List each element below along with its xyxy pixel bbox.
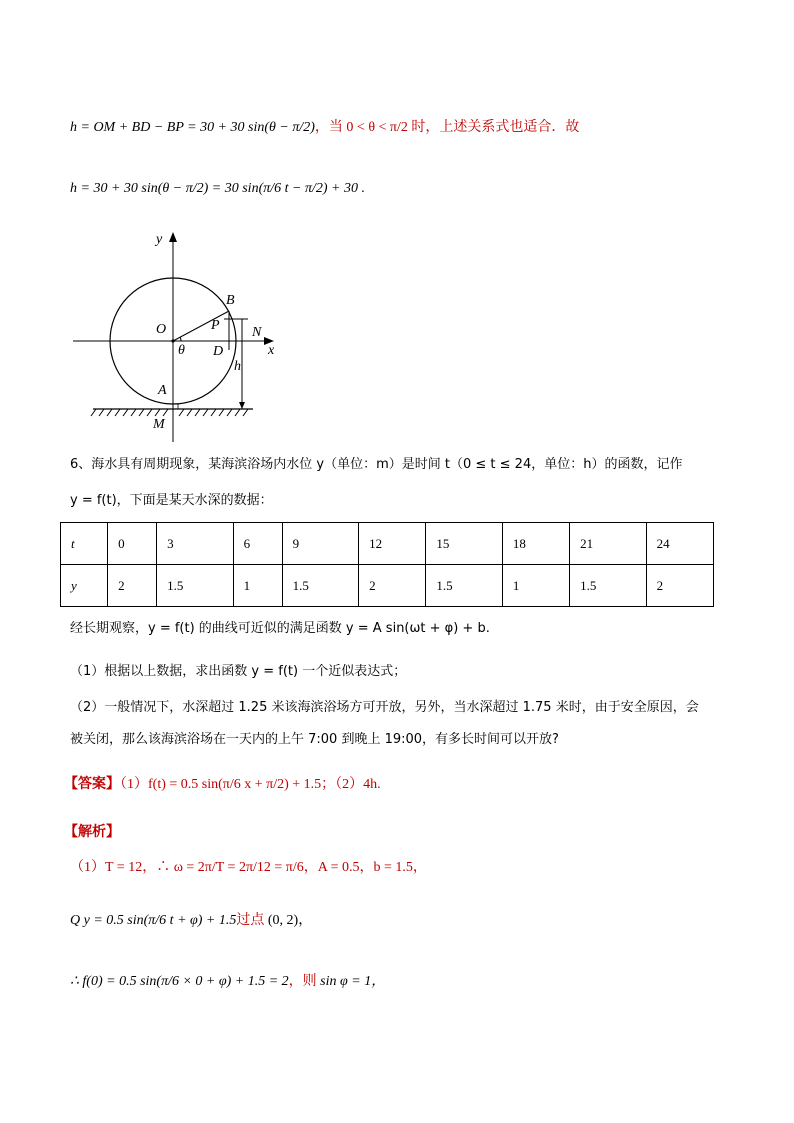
table-cell: 15 — [426, 523, 502, 565]
answer-line — [64, 774, 381, 795]
table-cell: 6 — [233, 523, 282, 565]
analysis-label-text: 【解析】 — [64, 824, 120, 840]
solution-3-end: sin φ = 1， — [316, 974, 386, 989]
label-D: D — [213, 344, 224, 359]
table-row — [61, 565, 714, 607]
table-cell: 1.5 — [157, 565, 233, 607]
table-cell: 9 — [282, 523, 358, 565]
label-B: B — [226, 293, 235, 308]
derivation-line-2 — [70, 179, 365, 199]
derivation-formula-1: h = OM + BD − BP = 30 + 30 sin(θ − π/2) — [70, 120, 315, 135]
observation: 经长期观察，y = f(t) 的曲线可近似的满足函数 y = A sin(ωt + φ) + b. — [70, 621, 490, 636]
problem6-intro-2: y = f(t)，下面是某天水深的数据： — [70, 493, 273, 508]
ferris-wheel-diagram — [68, 228, 308, 443]
solution-line-3 — [70, 972, 385, 992]
solution-3-red: ，则 — [288, 974, 317, 989]
table-cell: y — [61, 565, 108, 607]
table-row — [61, 523, 714, 565]
analysis-label — [64, 822, 120, 843]
water-depth-table — [60, 522, 714, 607]
solution-2-point: (0, 2)， — [264, 913, 313, 928]
solution-2-red: 过点 — [236, 913, 265, 928]
table-cell: 1.5 — [282, 565, 358, 607]
solution-line-2 — [70, 911, 312, 931]
question-1: （1）根据以上数据，求出函数 y = f(t) 一个近似表达式； — [70, 664, 407, 679]
table-cell: 1.5 — [570, 565, 646, 607]
problem6-intro-1: 6、海水具有周期现象，某海滨浴场内水位 y（单位：m）是时间 t（0 ≤ t ≤ 24，单位：h）的函数，记作 — [70, 457, 683, 472]
table-cell: 1 — [502, 565, 569, 607]
question-2-line-2: 被关闭，那么该海滨浴场在一天内的上午 7:00 到晚上 19:00，有多长时间可以开放? — [70, 732, 559, 747]
label-h: h — [234, 359, 241, 374]
solution-line-1: （1）T = 12，∴ ω = 2π/T = 2π/12 = π/6，A = 0.5，b = 1.5， — [70, 860, 427, 875]
solution-3-formula: ∴ f(0) = 0.5 sin(π/6 × 0 + φ) + 1.5 = 2 — [70, 974, 289, 989]
label-P: P — [211, 318, 220, 333]
solution-2-formula: Q y = 0.5 sin(π/6 t + φ) + 1.5 — [70, 913, 237, 928]
derivation-condition: ，当 0 < θ < π/2 时，上述关系式也适合．故 — [314, 120, 580, 135]
table-cell: 24 — [646, 523, 713, 565]
label-O: O — [156, 322, 167, 337]
table-cell: t — [61, 523, 108, 565]
label-x: x — [268, 343, 275, 358]
table-cell: 2 — [108, 565, 157, 607]
table-cell: 18 — [502, 523, 569, 565]
question-2-line-1: （2）一般情况下，水深超过 1.25 米该海滨浴场方可开放，另外，当水深超过 1.75 米时，由于安全原因，会 — [70, 700, 699, 715]
table-cell: 2 — [646, 565, 713, 607]
table-cell: 1 — [233, 565, 282, 607]
table-cell: 1.5 — [426, 565, 502, 607]
label-N: N — [252, 325, 262, 340]
table-cell: 12 — [359, 523, 426, 565]
answer-text: （1）f(t) = 0.5 sin(π/6 x + π/2) + 1.5；（2）4h. — [120, 777, 381, 792]
label-y: y — [156, 232, 163, 247]
label-M: M — [153, 417, 165, 432]
derivation-line-1 — [70, 118, 579, 138]
table-cell: 3 — [157, 523, 233, 565]
answer-label: 【答案】 — [64, 776, 120, 792]
derivation-formula-2: h = 30 + 30 sin(θ − π/2) = 30 sin(π/6 t − π/2) + 30 . — [70, 181, 365, 196]
table-cell: 2 — [359, 565, 426, 607]
table-cell: 21 — [570, 523, 646, 565]
label-A: A — [158, 383, 167, 398]
label-theta: θ — [178, 343, 185, 358]
table-cell: 0 — [108, 523, 157, 565]
